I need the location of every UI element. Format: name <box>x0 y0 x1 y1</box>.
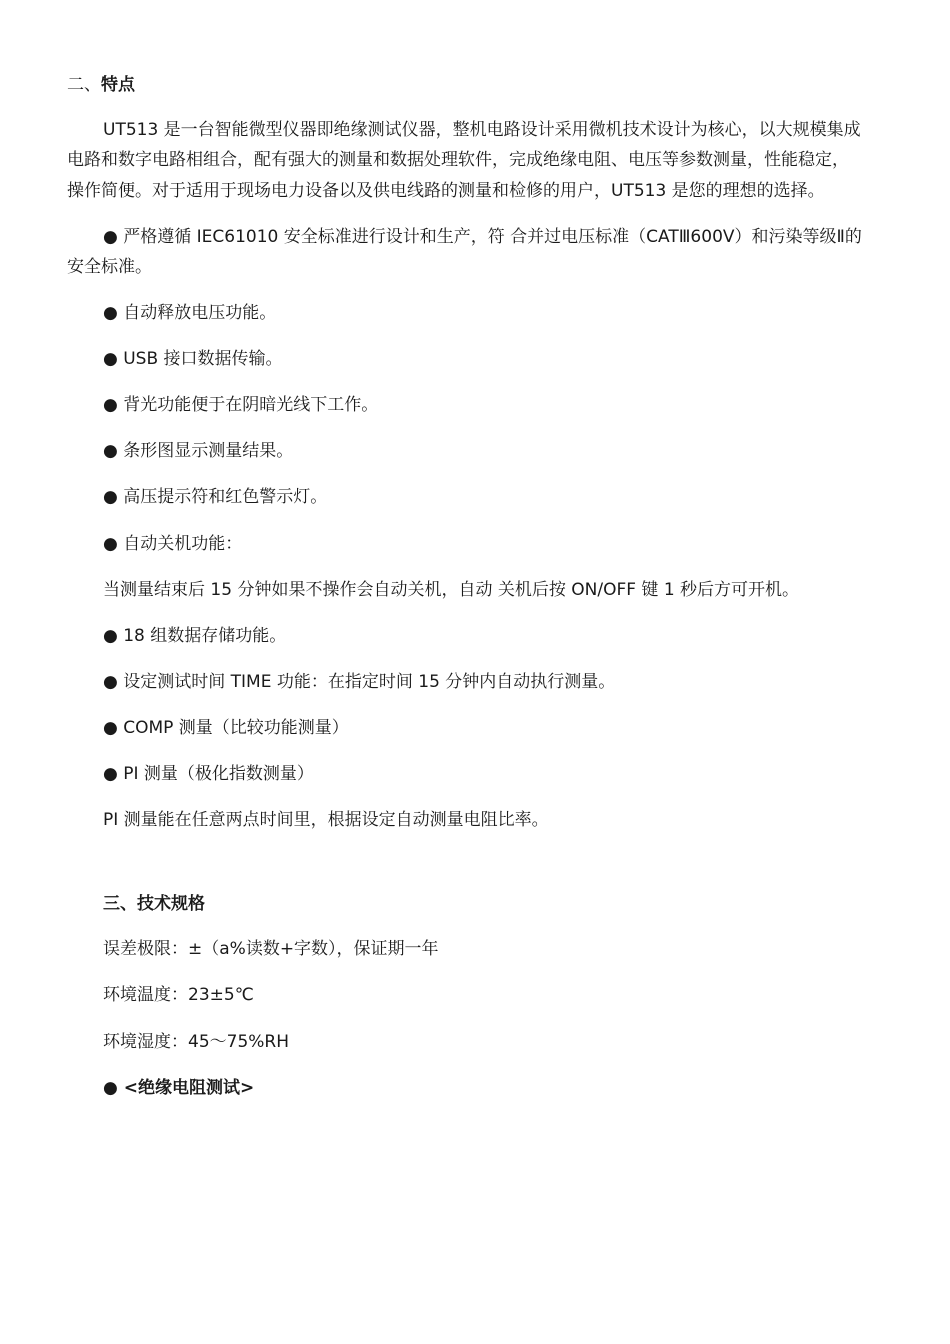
section-heading-features <box>67 74 135 96</box>
bullet-auto-power-off: ● 自动关机功能： <box>103 534 243 554</box>
bullet-usb-transfer: ● USB 接口数据传输。 <box>103 349 283 369</box>
intro-line-1: UT513 是一台智能微型仪器即绝缘测试仪器，整机电路设计采用微机技术设计为核心，以大规模集成 <box>103 120 861 140</box>
bullet-comp-measure: ● COMP 测量（比较功能测量） <box>103 718 349 738</box>
spec-error-limit: 误差极限：±（a%读数+字数），保证期一年 <box>103 939 439 959</box>
section-heading-specs: 三、技术规格 <box>103 894 205 914</box>
spec-ambient-humidity: 环境湿度：45～75%RH <box>103 1032 290 1052</box>
heading-number: 二、 <box>67 75 101 95</box>
spec-ambient-temperature: 环境温度：23±5℃ <box>103 985 254 1005</box>
auto-off-note: 当测量结束后 15 分钟如果不操作会自动关机，自动 关机后按 ON/OFF 键 1 秒后方可开机。 <box>103 580 800 600</box>
heading-text: 特点 <box>101 75 135 95</box>
bullet-auto-discharge: ● 自动释放电压功能。 <box>103 303 277 323</box>
intro-line-2: 电路和数字电路相组合，配有强大的测量和数据处理软件，完成绝缘电阻、电压等参数测量，性能稳定， <box>67 150 849 170</box>
bullet-backlight: ● 背光功能便于在阴暗光线下工作。 <box>103 395 379 415</box>
pi-note: PI 测量能在任意两点时间里，根据设定自动测量电阻比率。 <box>103 810 549 830</box>
intro-line-3: 操作简便。对于适用于现场电力设备以及供电线路的测量和检修的用户，UT513 是您的理想的选择。 <box>67 181 825 201</box>
bullet-high-voltage-warning: ● 高压提示符和红色警示灯。 <box>103 487 328 507</box>
bullet-pi-measure: ● PI 测量（极化指数测量） <box>103 764 314 784</box>
subheading-insulation-resistance-test: ● <绝缘电阻测试> <box>103 1078 255 1098</box>
bullet-time-function: ● 设定测试时间 TIME 功能：在指定时间 15 分钟内自动执行测量。 <box>103 672 616 692</box>
bullet-safety-standard-line-1: ● 严格遵循 IEC61010 安全标准进行设计和生产，符 合并过电压标准（CATⅢ600V）和污染等级Ⅱ的 <box>103 227 862 247</box>
bullet-safety-standard-line-2: 安全标准。 <box>67 257 152 277</box>
bullet-data-storage: ● 18 组数据存储功能。 <box>103 626 287 646</box>
bullet-bargraph: ● 条形图显示测量结果。 <box>103 441 294 461</box>
